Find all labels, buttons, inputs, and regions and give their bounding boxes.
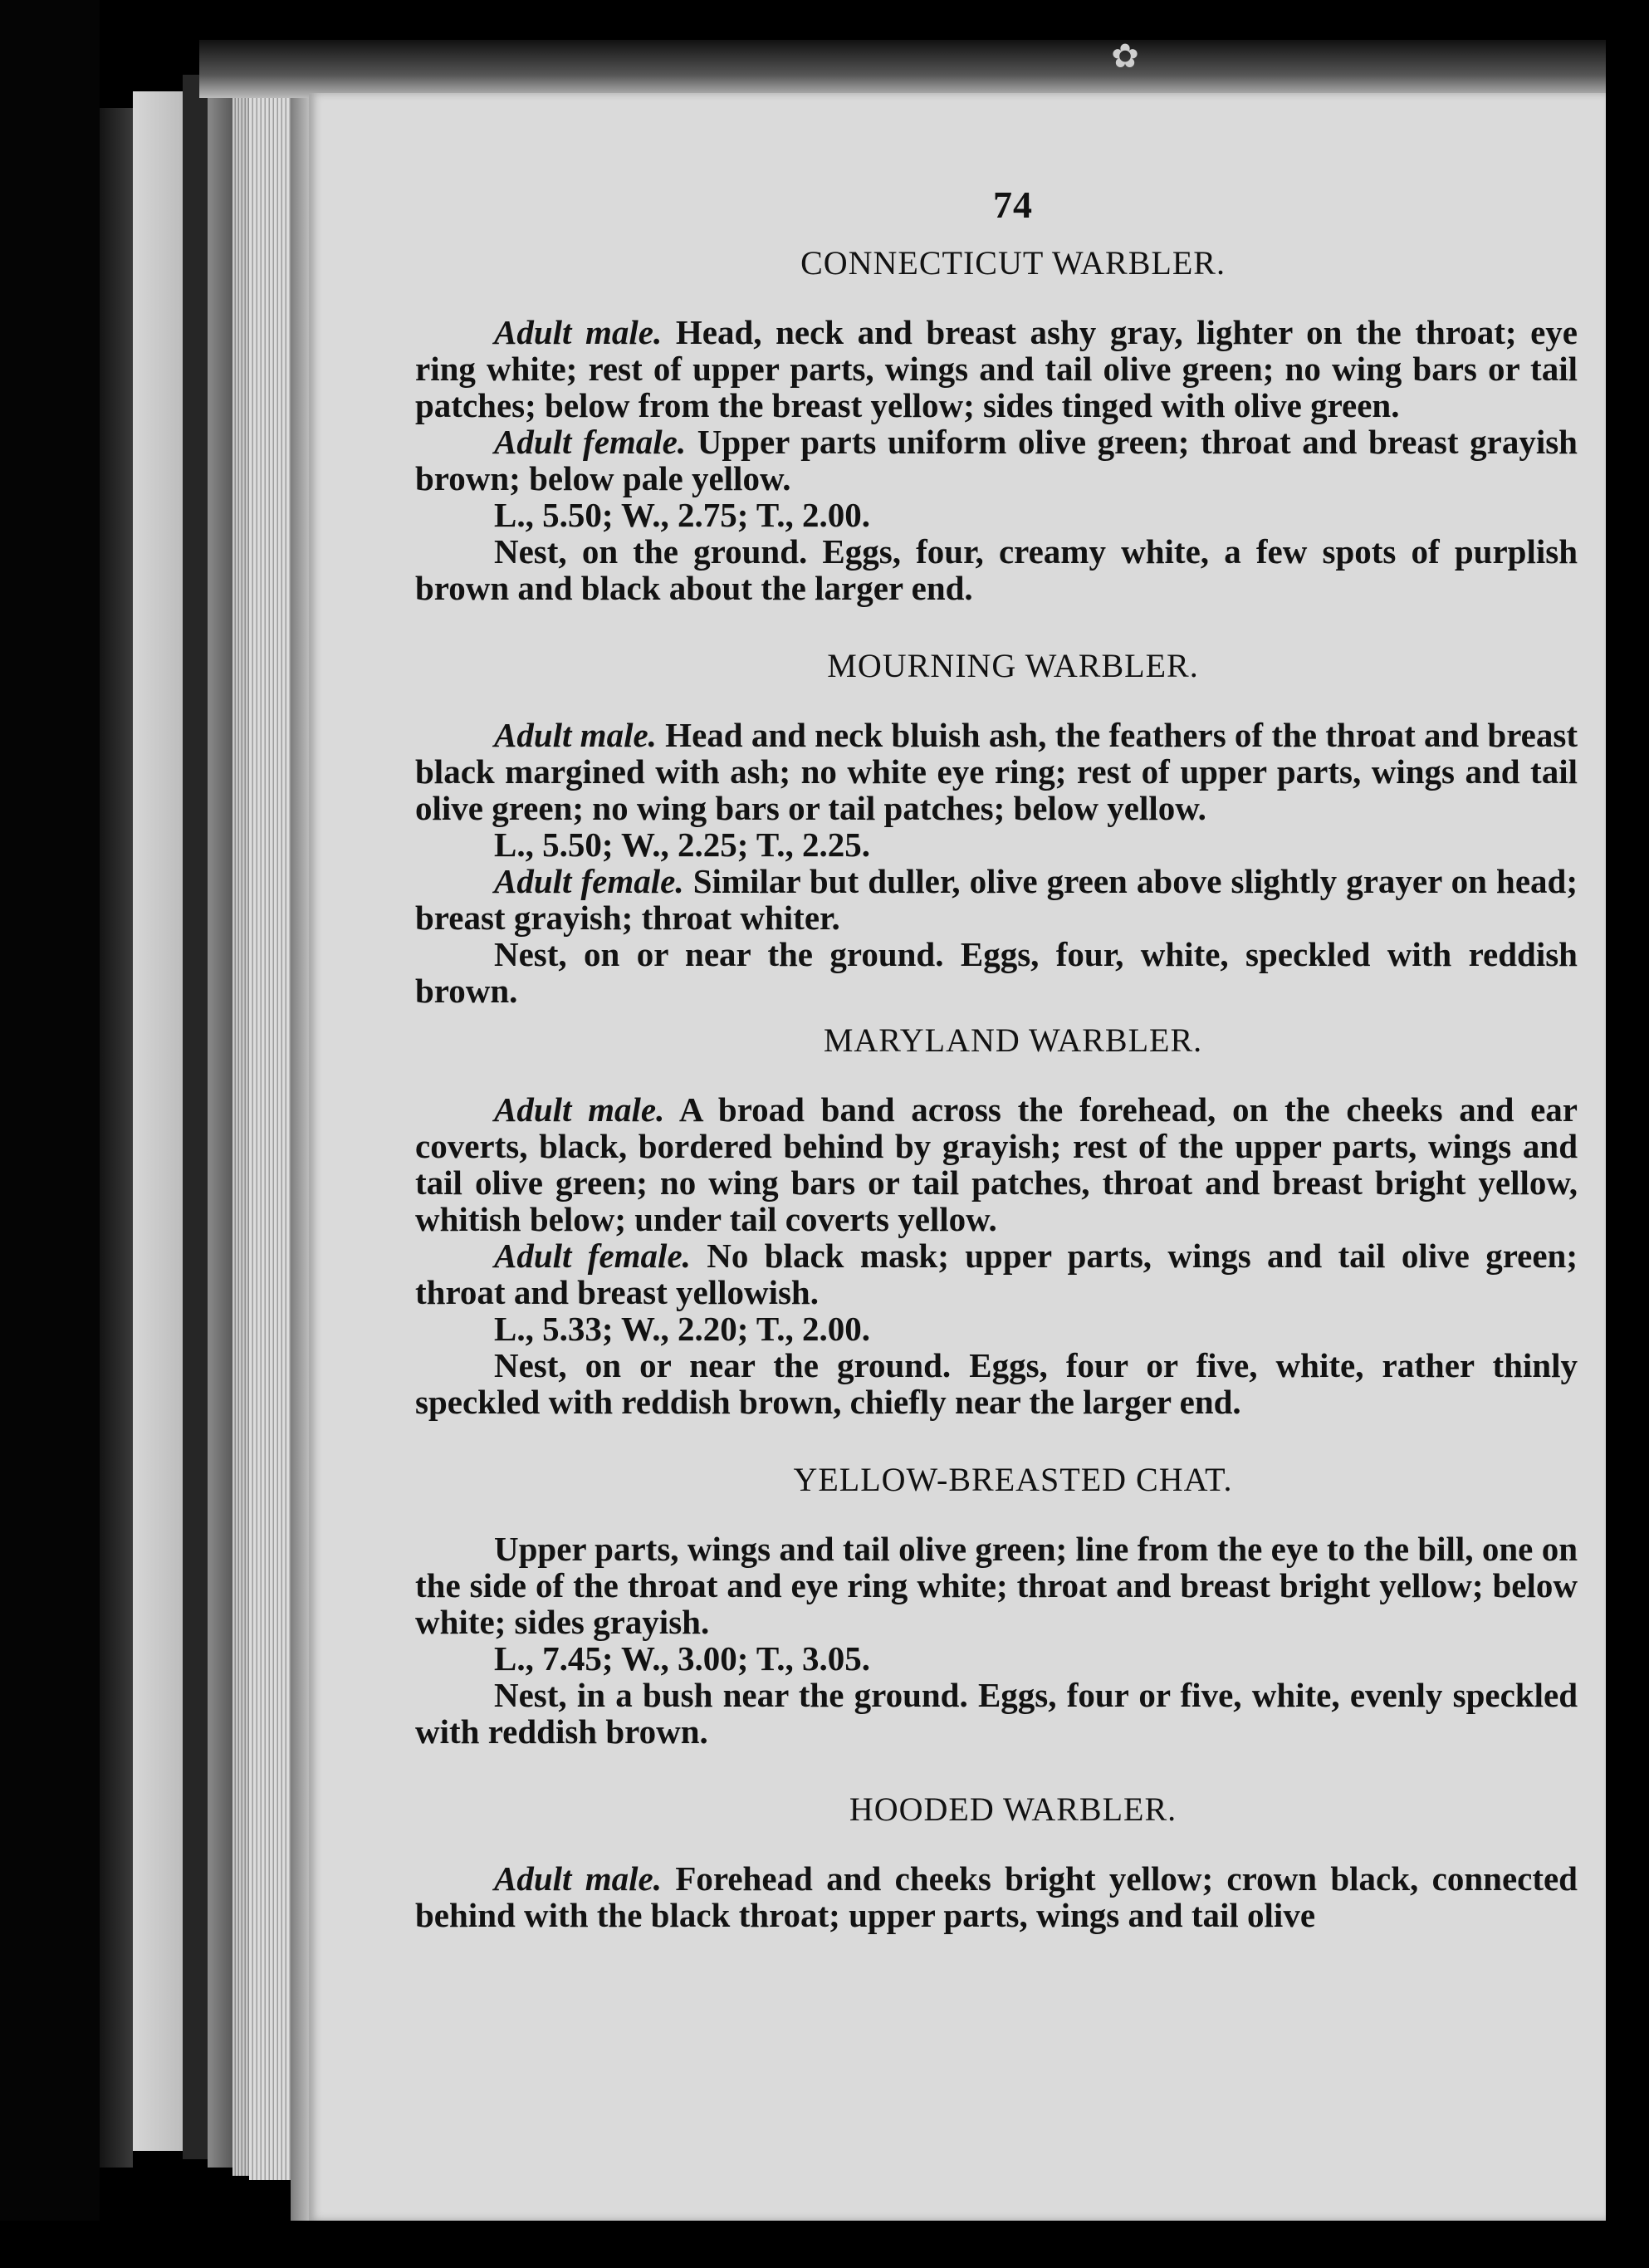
- species-section: [415, 1460, 1578, 1750]
- description-paragraph: [415, 1860, 1578, 1933]
- paragraph-lead: Adult male.: [494, 716, 657, 754]
- description-paragraph: [415, 1237, 1578, 1310]
- page-edge: [183, 75, 208, 2159]
- page-edge: [249, 46, 291, 2180]
- page-edge: [133, 91, 183, 2151]
- paragraph-lead: Adult male.: [494, 1090, 665, 1129]
- paragraph-lead: Adult male.: [494, 1859, 663, 1898]
- measurements: L., 7.45; W., 3.00; T., 3.05.: [494, 1639, 870, 1678]
- paragraph-text: Nest, on or near the ground. Eggs, four or five, white, rather thinly speckled with reddish brown, chiefly near the larger end.: [415, 1346, 1578, 1421]
- paragraph-text: Nest, on or near the ground. Eggs, four, white, speckled with reddish brown.: [415, 935, 1578, 1010]
- species-section: [415, 1021, 1578, 1420]
- paragraph-lead: Adult female.: [494, 423, 687, 461]
- paragraph-text: Forehead and cheeks bright yellow; crown black, connected behind with the black throat; upper parts, wings and tail olive: [415, 1859, 1578, 1934]
- species-section: [415, 646, 1578, 1009]
- page-edge: [232, 50, 249, 2176]
- paragraph-lead: Adult male.: [494, 313, 663, 351]
- top-page-shadow: [199, 40, 1611, 98]
- species-section: [415, 1790, 1578, 1933]
- measurements: L., 5.33; W., 2.20; T., 2.00.: [494, 1310, 870, 1348]
- paragraph-text: No black mask; upper parts, wings and tail olive green; throat and breast yellowish.: [415, 1237, 1578, 1311]
- paragraph-text: Similar but duller, olive green above slightly grayer on head; breast grayish; throat whiter.: [415, 862, 1578, 937]
- species-title: YELLOW-BREASTED CHAT.: [793, 1461, 1233, 1498]
- species-title: MOURNING WARBLER.: [827, 647, 1199, 684]
- species-title: MARYLAND WARBLER.: [823, 1021, 1203, 1059]
- page-number: 74: [993, 184, 1033, 226]
- description-paragraph: [415, 424, 1578, 497]
- description-paragraph: [415, 314, 1578, 424]
- page-edge: [291, 83, 309, 2226]
- measurements: L., 5.50; W., 2.75; T., 2.00.: [494, 496, 870, 534]
- nest-paragraph: [415, 936, 1578, 1009]
- description-paragraph: [415, 717, 1578, 826]
- ornament-icon: ✿: [1111, 37, 1139, 75]
- species-section: [415, 243, 1578, 606]
- page-edge: [100, 108, 133, 2168]
- paragraph-text: Upper parts, wings and tail olive green; line from the eye to the bill, one on the side of the throat and eye ring white; throat and breast bright yellow; below white; sides grayish.: [415, 1530, 1578, 1641]
- description-paragraph: [415, 863, 1578, 936]
- spine-shadow: [0, 0, 100, 2268]
- nest-paragraph: [415, 1347, 1578, 1420]
- description-paragraph: [415, 1531, 1578, 1640]
- page-content: [415, 183, 1578, 1933]
- nest-paragraph: [415, 1677, 1578, 1750]
- paragraph-text: Nest, in a bush near the ground. Eggs, four or five, white, evenly speckled with reddish brown.: [415, 1676, 1578, 1751]
- species-title: CONNECTICUT WARBLER.: [800, 244, 1226, 282]
- paragraph-text: Nest, on the ground. Eggs, four, creamy white, a few spots of purplish brown and black about the larger end.: [415, 532, 1578, 607]
- nest-paragraph: [415, 533, 1578, 606]
- measurements: L., 5.50; W., 2.25; T., 2.25.: [494, 825, 870, 864]
- bottom-margin-dark: [0, 2221, 1649, 2268]
- page-edge: [208, 58, 232, 2168]
- species-title: HOODED WARBLER.: [849, 1790, 1177, 1828]
- paragraph-text: A broad band across the forehead, on the cheeks and ear coverts, black, bordered behind by grayish; rest of the upper parts, wings and tail olive green; no wing bars or tail patches, throat and breast bright yellow, whitish below; under tail coverts yellow.: [415, 1090, 1578, 1238]
- right-margin-dark: [1606, 0, 1649, 2268]
- paragraph-lead: Adult female.: [494, 862, 684, 900]
- paragraph-lead: Adult female.: [494, 1237, 691, 1275]
- paragraph-text: Upper parts uniform olive green; throat and breast grayish brown; below pale yellow.: [415, 423, 1578, 497]
- description-paragraph: [415, 1091, 1578, 1237]
- paragraph-text: Head and neck bluish ash, the feathers of the throat and breast black margined with ash; no white eye ring; rest of upper parts, wings and tail olive green; no wing bars or tail patches; below yellow.: [415, 716, 1578, 827]
- paragraph-text: Head, neck and breast ashy gray, lighter on the throat; eye ring white; rest of upper parts, wings and tail olive green; no wing bars or tail patches; below from the breast yellow; sides tinged with olive green.: [415, 313, 1578, 424]
